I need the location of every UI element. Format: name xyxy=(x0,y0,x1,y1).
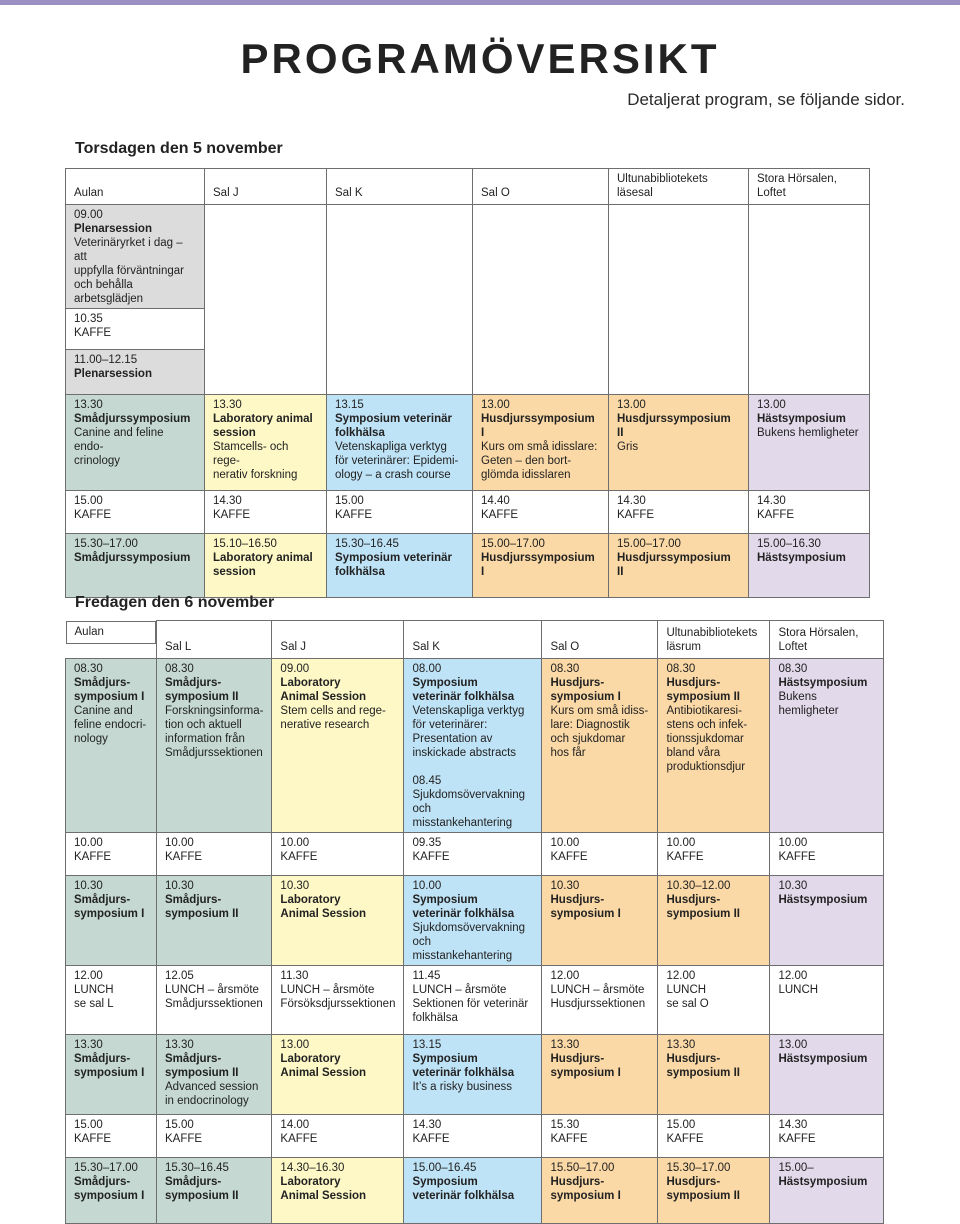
coffee-cell xyxy=(542,833,658,876)
session-title: Symposium veterinär folkhälsa xyxy=(412,1053,515,1079)
lunch-cell xyxy=(157,966,272,1035)
table-row xyxy=(66,491,870,534)
plenary-session-cell xyxy=(66,205,205,309)
session-cell xyxy=(770,876,884,966)
table-row xyxy=(66,659,884,833)
table-row xyxy=(66,876,884,966)
session-description: Canine and feline endo- crinology xyxy=(74,427,164,467)
empty-cell xyxy=(205,205,327,395)
session-description: Advanced session in endocrinology xyxy=(165,1081,259,1107)
session-title: Hästsymposium xyxy=(778,1053,868,1065)
coffee-cell xyxy=(473,491,609,534)
session-description: LUNCH se sal O xyxy=(666,984,709,1010)
session-time: 15.00 xyxy=(74,1119,103,1131)
session-description: Stamcells- och rege- nerativ forskning xyxy=(213,441,298,481)
session-title: Husdjurs- symposium I xyxy=(550,1053,621,1079)
session-time: 15.30–16.45 xyxy=(165,1162,229,1174)
session-cell xyxy=(272,876,404,966)
session-title: Smådjurs- symposium II xyxy=(165,1053,239,1079)
session-description: KAFFE xyxy=(74,851,112,863)
session-title: Smådjurs- symposium I xyxy=(74,677,145,703)
session-time: 08.30 xyxy=(74,663,103,675)
day1-heading: Torsdagen den 5 november xyxy=(75,140,283,157)
column-header: Sal J xyxy=(272,621,404,659)
column-header: Stora Hörsalen, Loftet xyxy=(749,169,870,205)
session-time: 13.30 xyxy=(213,399,242,411)
session-time: 08.45 xyxy=(412,775,442,787)
column-header: Sal O xyxy=(542,621,658,659)
session-cell xyxy=(404,1035,542,1115)
session-title: Husdjurssymposium I xyxy=(481,413,595,439)
session-time: 09.35 xyxy=(412,837,442,849)
coffee-cell xyxy=(272,1115,404,1158)
session-time: 10.30 xyxy=(280,880,310,892)
session-title: Symposium veterinär folkhälsa xyxy=(335,413,452,439)
session-time: 13.15 xyxy=(412,1039,442,1051)
table-row xyxy=(66,395,870,491)
table-row xyxy=(66,534,870,598)
table-row xyxy=(66,205,870,309)
session-title: Husdjurssymposium II xyxy=(617,552,731,578)
empty-cell xyxy=(327,205,473,395)
session-time: 15.00–17.00 xyxy=(617,538,681,550)
lunch-cell xyxy=(658,966,770,1035)
session-title: Hästsymposium xyxy=(778,894,868,906)
page-title: PROGRAMÖVERSIKT xyxy=(240,35,720,82)
session-time: 10.30 xyxy=(550,880,580,892)
session-time: 15.10–16.50 xyxy=(213,538,277,550)
session-description: Kurs om små idisslare: Geten – den bort- glömda idisslaren xyxy=(481,441,598,481)
session-cell xyxy=(404,659,542,833)
session-description: KAFFE xyxy=(213,509,251,521)
coffee-cell xyxy=(542,1115,658,1158)
lunch-cell xyxy=(404,966,542,1035)
session-time: 15.00–16.30 xyxy=(757,538,821,550)
session-title: Smådjurssymposium xyxy=(74,413,191,425)
coffee-cell xyxy=(157,833,272,876)
day2-schedule-table xyxy=(65,620,884,1224)
session-time: 10.00 xyxy=(412,880,442,892)
session-time: 10.30 xyxy=(778,880,808,892)
table-row xyxy=(66,1115,884,1158)
session-cell xyxy=(157,876,272,966)
session-title: Smådjurs- symposium II xyxy=(165,894,239,920)
column-header: Sal J xyxy=(205,169,327,205)
session-cell xyxy=(658,1158,770,1224)
session-time: 13.00 xyxy=(757,399,786,411)
table-row xyxy=(66,1035,884,1115)
session-time: 14.40 xyxy=(481,495,510,507)
page-subtitle: Detaljerat program, se följande sidor. xyxy=(627,90,905,109)
session-cell xyxy=(542,1035,658,1115)
session-description: Sjukdomsövervakning och misstankehantering xyxy=(412,922,525,962)
session-title: Husdjurssymposium II xyxy=(617,413,731,439)
session-time: 15.30–17.00 xyxy=(74,1162,138,1174)
session-description: Vetenskapliga verktyg för veterinärer: Epidemi- ology – a crash course xyxy=(335,441,459,481)
coffee-cell xyxy=(66,1115,157,1158)
session-cell xyxy=(404,876,542,966)
empty-cell xyxy=(609,205,749,395)
session-description: Bukens hemligheter xyxy=(757,427,859,439)
session-description: LUNCH – årsmöte Husdjurssektionen xyxy=(550,984,646,1010)
column-header: Ultunabibliotekets läsesal xyxy=(609,169,749,205)
session-cell xyxy=(658,876,770,966)
column-header: Sal K xyxy=(404,621,542,659)
session-cell xyxy=(157,1158,272,1224)
session-time: 13.30 xyxy=(74,1039,103,1051)
session-time: 09.00 xyxy=(280,663,310,675)
session-title: Husdjurssymposium I xyxy=(481,552,595,578)
session-time: 08.30 xyxy=(165,663,194,675)
lunch-cell xyxy=(770,966,884,1035)
session-time: 14.30 xyxy=(617,495,646,507)
table-header-row xyxy=(66,621,884,659)
session-time: 15.00–17.00 xyxy=(481,538,545,550)
session-title: Plenarsession xyxy=(74,223,152,235)
session-description: KAFFE xyxy=(165,1133,203,1145)
column-header: Sal K xyxy=(327,169,473,205)
session-cell xyxy=(66,659,157,833)
table-header-row xyxy=(66,169,870,205)
day1-schedule-table xyxy=(65,168,870,598)
session-time: 10.00 xyxy=(165,837,194,849)
session-time: 14.30 xyxy=(412,1119,442,1131)
session-description: KAFFE xyxy=(778,1133,816,1145)
coffee-cell xyxy=(205,491,327,534)
session-time: 10.00 xyxy=(666,837,696,849)
session-time: 13.30 xyxy=(165,1039,194,1051)
table-row xyxy=(66,1158,884,1224)
session-title: Hästsymposium xyxy=(778,1176,868,1188)
session-title: Laboratory Animal Session xyxy=(280,894,367,920)
session-time: 15.30–16.45 xyxy=(335,538,399,550)
session-cell xyxy=(205,534,327,598)
empty-cell xyxy=(473,205,609,395)
session-cell xyxy=(404,1158,542,1224)
session-title: Hästsymposium xyxy=(757,413,846,425)
coffee-cell xyxy=(658,833,770,876)
session-title: Husdjurs- symposium I xyxy=(550,1176,621,1202)
session-title: Husdjurs- symposium I xyxy=(550,894,621,920)
session-cell xyxy=(205,395,327,491)
session-time: 15.00 xyxy=(74,495,103,507)
session-description: KAFFE xyxy=(280,851,318,863)
session-time: 14.30 xyxy=(757,495,786,507)
session-time: 11.30 xyxy=(280,970,309,982)
session-description: Stem cells and rege- nerative research xyxy=(280,705,386,731)
coffee-cell xyxy=(609,491,749,534)
empty-cell xyxy=(749,205,870,395)
session-title: Symposium veterinär folkhälsa xyxy=(412,677,515,703)
coffee-cell xyxy=(404,833,542,876)
session-cell xyxy=(609,395,749,491)
session-time: 13.30 xyxy=(550,1039,580,1051)
session-time: 15.00 xyxy=(666,1119,696,1131)
session-title: Smådjurssymposium xyxy=(74,552,191,564)
session-title: Symposium veterinär folkhälsa xyxy=(335,552,452,578)
session-description: Canine and feline endocri- nology xyxy=(74,705,147,745)
coffee-cell xyxy=(770,1115,884,1158)
coffee-cell xyxy=(66,309,205,350)
session-cell xyxy=(66,876,157,966)
session-time: 13.00 xyxy=(778,1039,808,1051)
session-time: 09.00 xyxy=(74,209,103,221)
session-title: Plenarsession xyxy=(74,368,152,380)
session-description: KAFFE xyxy=(550,1133,588,1145)
column-header: Aulan xyxy=(66,621,157,644)
session-title: Laboratory animal session xyxy=(213,552,313,578)
session-cell xyxy=(66,1035,157,1115)
session-description: KAFFE xyxy=(335,509,373,521)
session-time: 13.00 xyxy=(280,1039,310,1051)
session-title: Husdjurs- symposium I xyxy=(550,677,621,703)
session-time: 10.30 xyxy=(74,880,103,892)
session-title: Symposium veterinär folkhälsa xyxy=(412,1176,515,1202)
column-header: Ultunabibliotekets läsrum xyxy=(658,621,770,659)
coffee-cell xyxy=(658,1115,770,1158)
session-cell xyxy=(749,534,870,598)
lunch-cell xyxy=(272,966,404,1035)
session-time: 14.30 xyxy=(213,495,242,507)
session-cell xyxy=(770,659,884,833)
session-time: 11.45 xyxy=(412,970,441,982)
session-title: Laboratory Animal Session xyxy=(280,1176,367,1202)
session-description: KAFFE xyxy=(666,1133,704,1145)
session-title: Smådjurs- symposium I xyxy=(74,894,145,920)
session-time: 13.30 xyxy=(74,399,103,411)
session-description: Forskningsinforma- tion och aktuell information från Smådjurssektionen xyxy=(165,705,264,759)
session-title: Husdjurs- symposium II xyxy=(666,677,740,703)
session-title: Smådjurs- symposium II xyxy=(165,1176,239,1202)
session-time: 14.30–16.30 xyxy=(280,1162,345,1174)
session-title: Laboratory Animal Session xyxy=(280,677,367,703)
session-time: 15.00 xyxy=(165,1119,194,1131)
session-time: 13.30 xyxy=(666,1039,696,1051)
session-time: 14.30 xyxy=(778,1119,808,1131)
session-cell xyxy=(473,395,609,491)
session-cell xyxy=(542,1158,658,1224)
session-title: Laboratory Animal Session xyxy=(280,1053,367,1079)
session-cell xyxy=(542,876,658,966)
table-row xyxy=(66,966,884,1035)
session-title: Smådjurs- symposium I xyxy=(74,1053,145,1079)
session-cell xyxy=(272,1035,404,1115)
session-description: Sjukdomsövervakning och misstankehantering xyxy=(412,789,525,829)
session-cell xyxy=(473,534,609,598)
session-description: KAFFE xyxy=(778,851,816,863)
session-description: KAFFE xyxy=(165,851,203,863)
session-cell xyxy=(327,534,473,598)
session-cell xyxy=(157,1035,272,1115)
column-header: Aulan xyxy=(66,169,205,205)
session-time: 10.30–12.00 xyxy=(666,880,731,892)
session-description: KAFFE xyxy=(550,851,588,863)
session-cell xyxy=(327,395,473,491)
session-cell xyxy=(66,534,205,598)
session-description: KAFFE xyxy=(74,1133,112,1145)
session-cell xyxy=(609,534,749,598)
session-description: KAFFE xyxy=(412,851,450,863)
session-description: KAFFE xyxy=(74,509,112,521)
session-description: KAFFE xyxy=(280,1133,318,1145)
session-description: KAFFE xyxy=(481,509,519,521)
session-cell xyxy=(157,659,272,833)
session-title: Smådjurs- symposium II xyxy=(165,677,239,703)
session-description: LUNCH se sal L xyxy=(74,984,114,1010)
session-cell xyxy=(272,1158,404,1224)
session-time: 10.30 xyxy=(165,880,194,892)
coffee-cell xyxy=(404,1115,542,1158)
session-cell xyxy=(658,1035,770,1115)
session-cell xyxy=(272,659,404,833)
session-time: 08.00 xyxy=(412,663,442,675)
day2-heading: Fredagen den 6 november xyxy=(75,594,275,611)
session-description: KAFFE xyxy=(617,509,655,521)
coffee-cell xyxy=(272,833,404,876)
session-cell xyxy=(542,659,658,833)
session-time: 15.00 xyxy=(335,495,364,507)
session-cell xyxy=(770,1158,884,1224)
session-time: 13.15 xyxy=(335,399,364,411)
session-time: 13.00 xyxy=(481,399,510,411)
session-title: Smådjurs- symposium I xyxy=(74,1176,145,1202)
lunch-cell xyxy=(66,966,157,1035)
session-time: 10.35 xyxy=(74,313,103,325)
session-description: LUNCH – årsmöte Smådjurssektionen xyxy=(165,984,263,1010)
column-header: Sal L xyxy=(157,621,272,659)
lunch-cell xyxy=(542,966,658,1035)
top-accent-bar xyxy=(0,0,960,5)
session-cell xyxy=(749,395,870,491)
coffee-cell xyxy=(749,491,870,534)
session-description: LUNCH – årsmöte Försöksdjurssektionen xyxy=(280,984,396,1010)
session-description: Bukens hemligheter xyxy=(778,691,839,717)
coffee-cell xyxy=(66,833,157,876)
session-description: LUNCH xyxy=(778,984,819,996)
session-time: 08.30 xyxy=(666,663,696,675)
session-title: Hästsymposium xyxy=(757,552,846,564)
session-cell xyxy=(658,659,770,833)
session-time: 10.00 xyxy=(778,837,808,849)
session-description: Antibiotikaresi- stens och infek- tionssjukdomar bland våra produktionsdjur xyxy=(666,705,748,773)
session-time: 10.00 xyxy=(550,837,580,849)
session-time: 12.00 xyxy=(778,970,808,982)
session-description: Vetenskapliga verktyg för veterinärer: Presentation av inskickade abstracts xyxy=(412,705,525,759)
session-time: 08.30 xyxy=(550,663,580,675)
session-time: 15.00–16.45 xyxy=(412,1162,477,1174)
session-title: Laboratory animal session xyxy=(213,413,313,439)
column-header: Sal O xyxy=(473,169,609,205)
session-title: Symposium veterinär folkhälsa xyxy=(412,894,515,920)
session-cell xyxy=(66,395,205,491)
session-cell xyxy=(770,1035,884,1115)
column-header: Stora Hörsalen, Loftet xyxy=(770,621,884,659)
session-time: 12.00 xyxy=(550,970,580,982)
session-description: KAFFE xyxy=(412,1133,450,1145)
session-time: 15.30 xyxy=(550,1119,580,1131)
plenary-session-cell xyxy=(66,350,205,395)
session-time: 10.00 xyxy=(74,837,103,849)
session-title: Hästsymposium xyxy=(778,677,868,689)
session-description: KAFFE xyxy=(74,327,112,339)
session-description: KAFFE xyxy=(757,509,795,521)
session-description: Kurs om små idiss- lare: Diagnostik och sjukdomar hos får xyxy=(550,705,649,759)
session-time: 12.05 xyxy=(165,970,194,982)
session-description: It’s a risky business xyxy=(412,1081,512,1093)
table-row xyxy=(66,833,884,876)
session-time: 11.00–12.15 xyxy=(74,354,138,366)
session-time: 13.00 xyxy=(617,399,646,411)
session-title: Husdjurs- symposium II xyxy=(666,1053,740,1079)
session-time: 15.00– xyxy=(778,1162,814,1174)
session-title: Husdjurs- symposium II xyxy=(666,894,740,920)
coffee-cell xyxy=(770,833,884,876)
session-time: 12.00 xyxy=(666,970,696,982)
session-time: 14.00 xyxy=(280,1119,310,1131)
session-time: 15.30–17.00 xyxy=(666,1162,731,1174)
session-time: 15.30–17.00 xyxy=(74,538,138,550)
session-time: 15.50–17.00 xyxy=(550,1162,615,1174)
session-description: Veterinäryrket i dag – att uppfylla förväntningar och behålla arbetsglädjen xyxy=(74,237,184,305)
session-title: Husdjurs- symposium II xyxy=(666,1176,740,1202)
session-description: Gris xyxy=(617,441,639,453)
session-time: 10.00 xyxy=(280,837,310,849)
session-description: LUNCH – årsmöte Sektionen för veterinär folkhälsa xyxy=(412,984,529,1024)
session-cell xyxy=(66,1158,157,1224)
coffee-cell xyxy=(327,491,473,534)
coffee-cell xyxy=(157,1115,272,1158)
session-description: KAFFE xyxy=(666,851,704,863)
session-time: 12.00 xyxy=(74,970,103,982)
coffee-cell xyxy=(66,491,205,534)
session-time: 08.30 xyxy=(778,663,808,675)
